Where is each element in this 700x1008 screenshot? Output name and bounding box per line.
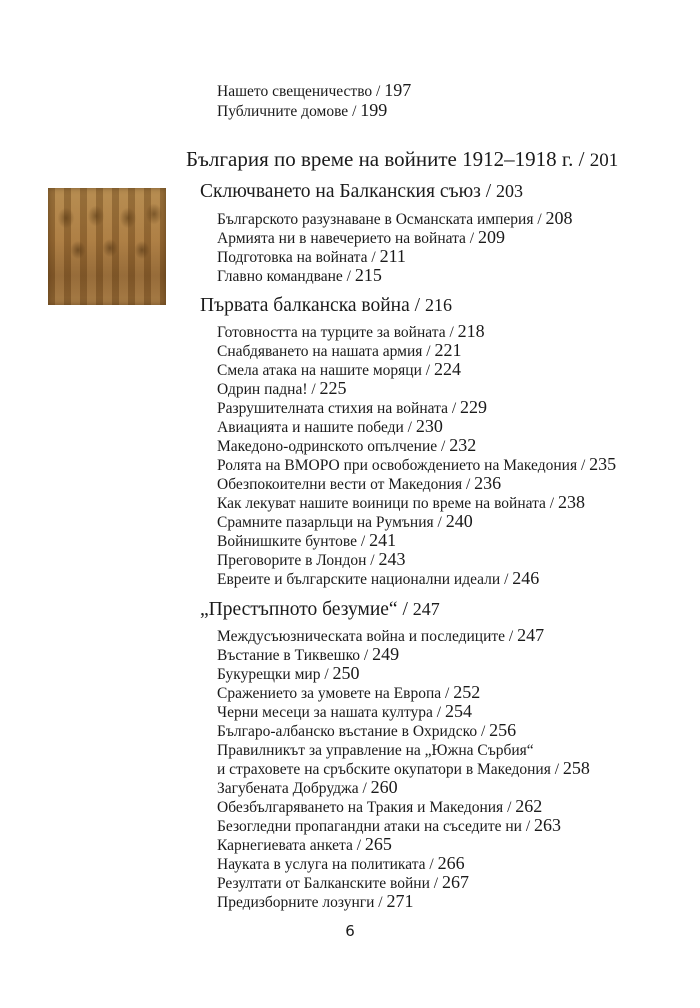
toc-entry [217, 797, 542, 817]
entry-title: Резултати от Балканските войни / [217, 875, 442, 892]
entry-page: 258 [562, 758, 590, 778]
entry-page: 240 [445, 511, 473, 531]
entry-page: 265 [364, 834, 392, 854]
entry-title: Армията ни в навечерието на войната / [217, 230, 478, 247]
entry-title: Правилникът за управление на „Южна Сърбия“ [217, 742, 534, 759]
entry-page: 250 [332, 663, 360, 683]
entry-page: 263 [534, 815, 562, 835]
toc-entry [217, 209, 573, 229]
toc-entry [217, 228, 505, 248]
toc-entry [217, 455, 616, 475]
toc-entry [217, 873, 469, 893]
toc-entry [217, 683, 480, 703]
entry-title: Войнишките бунтове / [217, 533, 370, 550]
chapter-heading [186, 147, 618, 173]
entry-page: 256 [489, 720, 517, 740]
entry-title: Снабдяването на нашата армия / [217, 343, 435, 360]
toc-entry [217, 702, 472, 722]
entry-page: 230 [415, 416, 443, 436]
entry-page: 249 [372, 644, 400, 664]
entry-page: 238 [558, 492, 585, 512]
toc-entry [217, 892, 413, 912]
entry-title: Сражението за умовете на Европа / [217, 685, 454, 702]
toc-entry [217, 341, 461, 361]
toc-entry [217, 360, 461, 380]
entry-page: 221 [434, 340, 462, 360]
entry-page: 252 [453, 682, 481, 702]
entry-page: 225 [319, 378, 347, 398]
toc-entry [217, 854, 465, 874]
entry-title: Подготовка на войната / [217, 249, 380, 266]
entry-title: Нашето свещеничество / [217, 83, 385, 100]
toc-entry [217, 493, 585, 513]
entry-page: 209 [478, 227, 505, 247]
chapter-page: 201 [589, 150, 619, 171]
section-title: Сключването на Балканския съюз / [200, 181, 497, 202]
entry-page: 215 [354, 265, 382, 285]
entry-title: Смела атака на нашите моряци / [217, 362, 434, 379]
toc-entry [217, 266, 382, 286]
section-title: „Престъпното безумие“ / [200, 599, 413, 620]
entry-title: Срамните пазарльци на Румъния / [217, 514, 446, 531]
entry-page: 266 [437, 853, 465, 873]
entry-page: 247 [517, 625, 545, 645]
entry-title: Науката в услуга на политиката / [217, 856, 438, 873]
entry-title: Главно командване / [217, 268, 355, 285]
section-page: 216 [424, 295, 452, 315]
entry-page: 241 [369, 530, 397, 550]
toc-entry [217, 101, 387, 121]
section-page: 203 [496, 181, 524, 201]
entry-page: 262 [515, 796, 543, 816]
entry-title: Одрин падна! / [217, 381, 320, 398]
entry-title: Обезбългаряването на Тракия и Македония / [217, 799, 516, 816]
entry-title: Българо-албанско въстание в Охридско / [217, 723, 490, 740]
toc-entry [217, 398, 487, 418]
entry-title: Публичните домове / [217, 103, 361, 120]
entry-page: 246 [512, 568, 540, 588]
entry-title: Евреите и българските национални идеали / [217, 571, 513, 588]
entry-title: Карнегиевата анкета / [217, 837, 365, 854]
entry-title: Преговорите в Лондон / [217, 552, 379, 569]
section-page: 247 [412, 599, 440, 619]
entry-page: 243 [378, 549, 406, 569]
section-heading [200, 294, 452, 317]
chapter-title: България по време на войните 1912–1918 г. / [186, 147, 590, 171]
toc-entry [217, 645, 399, 665]
toc-entry [217, 512, 473, 532]
toc-entry [217, 379, 347, 399]
toc-entry [217, 778, 398, 798]
entry-page: 271 [386, 891, 414, 911]
entry-title: Предизборните лозунги / [217, 894, 387, 911]
toc-entry [217, 436, 476, 456]
entry-page: 199 [360, 100, 388, 120]
entry-page: 267 [441, 872, 469, 892]
toc-entry [217, 474, 501, 494]
page-number: 6 [345, 922, 355, 940]
entry-title: Как лекуват нашите воиници по време на войната / [217, 495, 558, 512]
entry-title: Междусъюзническата война и последиците / [217, 628, 518, 645]
toc-entry [217, 759, 590, 779]
toc-entry [217, 322, 485, 342]
toc-entry [217, 417, 443, 437]
section-title: Първата балканска война / [200, 295, 425, 316]
toc-entry [217, 835, 392, 855]
entry-page: 235 [589, 454, 617, 474]
entry-page: 254 [444, 701, 472, 721]
toc-entry [217, 247, 406, 267]
entry-title: Черни месеци за нашата култура / [217, 704, 445, 721]
toc-entry [217, 664, 360, 684]
entry-page: 236 [474, 473, 502, 493]
entry-title: Въстание в Тиквешко / [217, 647, 373, 664]
entry-page: 229 [460, 397, 488, 417]
entry-page: 211 [379, 246, 406, 266]
toc-entry [217, 721, 516, 741]
toc-entry [217, 531, 396, 551]
entry-title: Българското разузнаване в Османската империя / [217, 211, 546, 228]
section-heading [200, 180, 523, 203]
entry-title: Македоно-одринското опълчение / [217, 438, 450, 455]
section-heading [200, 598, 440, 621]
entry-page: 224 [433, 359, 461, 379]
entry-page: 260 [370, 777, 398, 797]
entry-title: Разрушителната стихия на войната / [217, 400, 461, 417]
entry-title: и страховете на сръбските окупатори в Македония / [217, 761, 563, 778]
entry-page: 218 [457, 321, 485, 341]
entry-page: 232 [449, 435, 477, 455]
entry-title: Букурещки мир / [217, 666, 333, 683]
entry-title: Обезпокоителни вести от Македония / [217, 476, 475, 493]
entry-title: Загубената Добруджа / [217, 780, 371, 797]
entry-page: 197 [384, 80, 412, 100]
toc-entry [217, 569, 539, 589]
entry-page: 208 [545, 208, 573, 228]
toc-entry [217, 550, 405, 570]
toc-entry [217, 816, 561, 836]
entry-title: Ролята на ВМОРО при освобождението на Македония / [217, 457, 590, 474]
sepia-soldiers-photo [48, 188, 166, 305]
toc-entry [217, 626, 544, 646]
toc-entry [217, 740, 534, 760]
entry-title: Авиацията и нашите победи / [217, 419, 416, 436]
entry-title: Безогледни пропагандни атаки на съседите ни / [217, 818, 535, 835]
toc-entry [217, 81, 411, 101]
entry-title: Готовността на турците за войната / [217, 324, 458, 341]
